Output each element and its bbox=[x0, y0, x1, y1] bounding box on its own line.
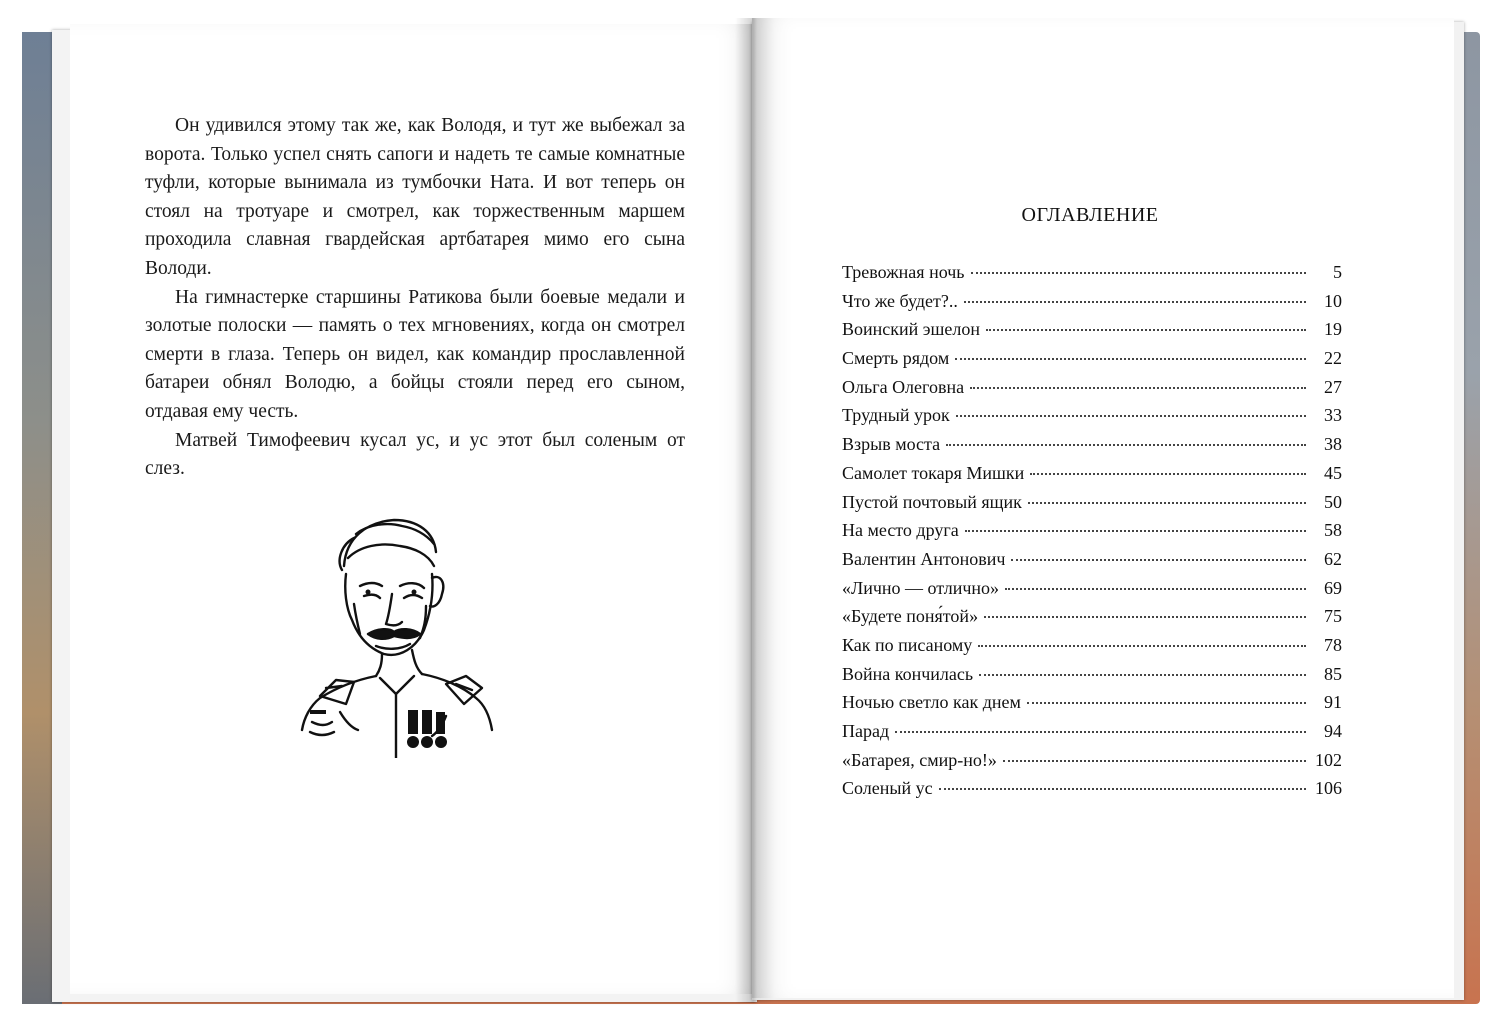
toc-entry[interactable] bbox=[842, 750, 1342, 779]
toc-entry-page: 78 bbox=[1324, 634, 1342, 655]
toc-entry-page: 69 bbox=[1324, 577, 1342, 598]
toc-entry-title: Самолет токаря Мишки bbox=[842, 462, 1025, 483]
toc-entry-page: 19 bbox=[1324, 319, 1342, 340]
toc-entry-page: 75 bbox=[1324, 606, 1342, 627]
toc-entry[interactable] bbox=[842, 348, 1342, 377]
toc-leader-dots bbox=[978, 645, 1306, 647]
toc-entry[interactable] bbox=[842, 664, 1342, 693]
toc-leader-dots bbox=[970, 387, 1306, 389]
toc-leader-dots bbox=[955, 358, 1306, 360]
toc-entry-title: Взрыв моста bbox=[842, 434, 941, 455]
toc-leader-dots bbox=[895, 731, 1306, 733]
toc-entry-title: Соленый ус bbox=[842, 778, 933, 799]
toc-entry-title: Смерть рядом bbox=[842, 348, 950, 369]
book-spine bbox=[735, 18, 775, 1003]
toc-entry-title: Как по писаному bbox=[842, 634, 973, 655]
toc-entry-title: Трудный урок bbox=[842, 405, 950, 426]
toc-entry[interactable] bbox=[842, 291, 1342, 320]
toc-entry[interactable] bbox=[842, 549, 1342, 578]
toc-entry-page: 10 bbox=[1324, 290, 1342, 311]
toc-leader-dots bbox=[1003, 760, 1306, 762]
toc-entry[interactable] bbox=[842, 635, 1342, 664]
toc-entry-title: Валентин Антонович bbox=[842, 548, 1006, 569]
toc-leader-dots bbox=[1011, 559, 1306, 561]
toc-leader-dots bbox=[971, 272, 1307, 274]
table-of-contents bbox=[842, 262, 1342, 807]
toc-entry[interactable] bbox=[842, 319, 1342, 348]
paragraph: На гимнастерке старшины Ратикова были боевые медали и золотые полоски — память о тех мгновениях, когда он смотрел смерти в глаза. Теперь он видел, как командир прославленной батареи обнял Володю, а бойцы стояли перед его сыном, отдавая ему честь. bbox=[145, 286, 685, 422]
toc-entry-page: 94 bbox=[1324, 721, 1342, 741]
toc-entry-title: «Будете поня́той» bbox=[842, 606, 979, 627]
toc-entry-title: «Лично — отлично» bbox=[842, 577, 1000, 598]
toc-leader-dots bbox=[965, 530, 1306, 532]
toc-entry-page: 45 bbox=[1324, 462, 1342, 483]
toc-leader-dots bbox=[984, 616, 1306, 618]
toc-entry-title: Что же будет?.. bbox=[842, 290, 958, 311]
toc-entry-page: 22 bbox=[1324, 348, 1342, 369]
toc-entry[interactable] bbox=[842, 492, 1342, 521]
toc-leader-dots bbox=[986, 329, 1306, 331]
toc-entry-page: 91 bbox=[1324, 692, 1342, 713]
toc-entry[interactable] bbox=[842, 520, 1342, 549]
toc-title: ОГЛАВЛЕНИЕ bbox=[1021, 204, 1159, 226]
toc-entry[interactable] bbox=[842, 721, 1342, 750]
portrait-sketch-icon bbox=[296, 508, 496, 758]
paragraph: Матвей Тимофеевич кусал ус, и ус этот был соленым от слез. bbox=[145, 429, 685, 480]
toc-entry-page: 33 bbox=[1324, 405, 1342, 426]
toc-leader-dots bbox=[979, 674, 1306, 676]
toc-entry[interactable] bbox=[842, 405, 1342, 434]
toc-entry-page: 106 bbox=[1315, 778, 1342, 799]
toc-entry-title: Тревожная ночь bbox=[842, 262, 965, 282]
toc-entry-page: 62 bbox=[1324, 548, 1342, 569]
toc-entry-page: 102 bbox=[1315, 749, 1342, 770]
toc-entry[interactable] bbox=[842, 262, 1342, 291]
toc-entry[interactable] bbox=[842, 463, 1342, 492]
toc-leader-dots bbox=[1027, 702, 1306, 704]
toc-entry-title: Ночью светло как днем bbox=[842, 692, 1021, 713]
toc-entry-page: 50 bbox=[1324, 491, 1342, 512]
toc-entry-page: 5 bbox=[1333, 262, 1342, 282]
toc-leader-dots bbox=[1030, 473, 1306, 475]
toc-entry-title: Парад bbox=[842, 721, 890, 741]
story-text bbox=[145, 112, 685, 484]
toc-entry-title: «Батарея, смир-но!» bbox=[842, 749, 997, 770]
toc-leader-dots bbox=[1028, 502, 1306, 504]
toc-entry-title: На место друга bbox=[842, 520, 959, 541]
toc-leader-dots bbox=[946, 444, 1306, 446]
toc-entry[interactable] bbox=[842, 377, 1342, 406]
toc-leader-dots bbox=[1005, 588, 1306, 590]
toc-entry-page: 27 bbox=[1324, 376, 1342, 397]
toc-entry[interactable] bbox=[842, 778, 1342, 807]
toc-leader-dots bbox=[956, 415, 1306, 417]
toc-entry-page: 38 bbox=[1324, 434, 1342, 455]
toc-entry[interactable] bbox=[842, 692, 1342, 721]
toc-leader-dots bbox=[939, 788, 1306, 790]
paragraph: Он удивился этому так же, как Володя, и тут же выбежал за ворота. Только успел снять сапоги и надеть те самые комнатные туфли, которые вынимала из тумбочки Ната. И вот теперь он стоял на тротуаре и смотрел, как торжественным маршем проходила славная гвардейская артбатарея мимо его сына Володи. bbox=[145, 115, 685, 279]
toc-entry[interactable] bbox=[842, 434, 1342, 463]
toc-entry-title: Воинский эшелон bbox=[842, 319, 980, 340]
toc-entry-page: 85 bbox=[1324, 663, 1342, 684]
toc-entry-title: Ольга Олеговна bbox=[842, 376, 965, 397]
toc-entry-title: Пустой почтовый ящик bbox=[842, 491, 1022, 512]
toc-entry-page: 58 bbox=[1324, 520, 1342, 541]
toc-entry[interactable] bbox=[842, 578, 1342, 607]
toc-entry[interactable] bbox=[842, 606, 1342, 635]
toc-entry-title: Война кончилась bbox=[842, 663, 974, 684]
toc-leader-dots bbox=[964, 301, 1306, 303]
